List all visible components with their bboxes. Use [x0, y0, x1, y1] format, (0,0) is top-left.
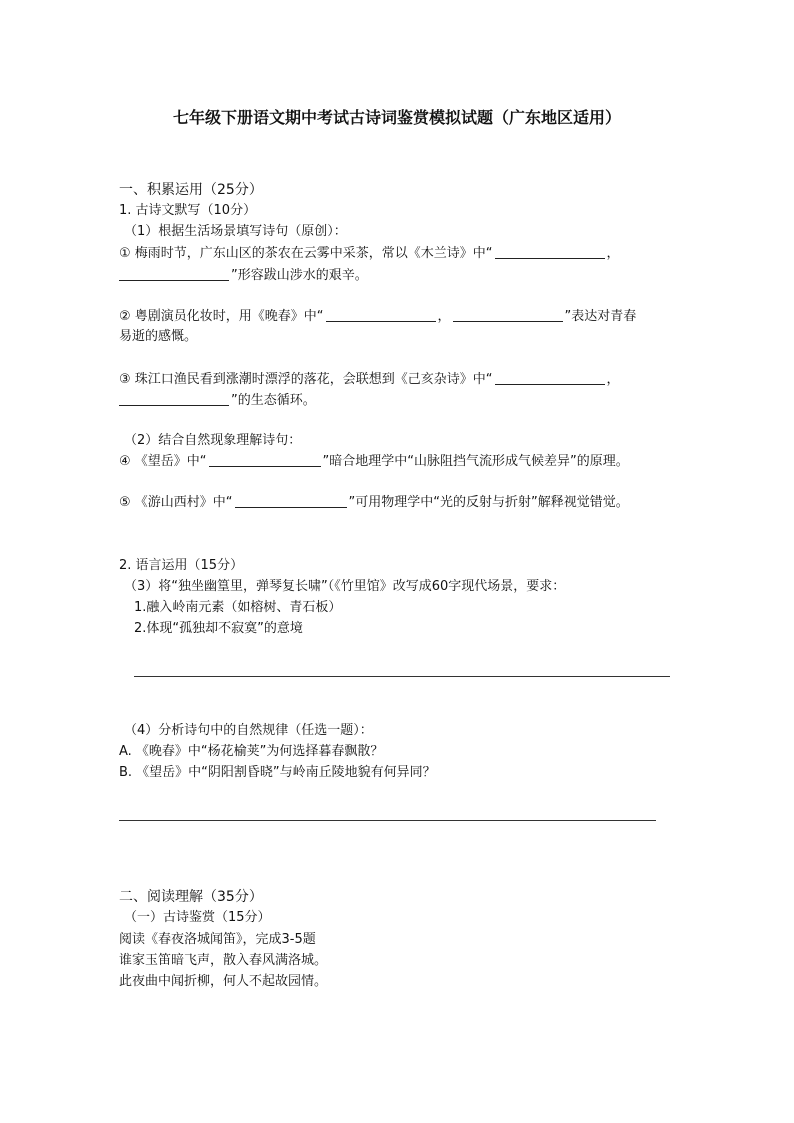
item-5-text-b: ”可用物理学中“光的反射与折射”解释视觉错觉。 [348, 495, 629, 510]
poem-line-1: 谁家玉笛暗飞声，散入春风满洛城。 [119, 953, 328, 968]
answer-blank[interactable] [209, 452, 321, 467]
part-4-prompt: （4）分析诗句中的自然规律（任选一题）： [124, 723, 373, 738]
item-1-text-b: ”形容跋山涉水的艰辛。 [231, 268, 368, 283]
answer-blank[interactable] [119, 266, 229, 281]
part-2-heading: （2）结合自然现象理解诗句： [124, 433, 302, 448]
item-4-text-b: ”暗合地理学中“山脉阻挡气流形成气候差异”的原理。 [322, 454, 629, 469]
question-1-heading: 1. 古诗文默写（10分） [119, 203, 257, 218]
item-3-line-1 [119, 370, 620, 390]
item-1-line-2 [119, 266, 368, 286]
answer-line[interactable] [134, 676, 670, 677]
item-2-text-b: ”表达对青春 [564, 309, 637, 324]
option-b: B. 《望岳》中“阴阳割昏晓”与岭南丘陵地貌有何异同？ [119, 765, 436, 780]
item-3-text-b: ”的生态循环。 [231, 393, 316, 408]
item-2-text-a: ② 粤剧演员化妆时，用《晚春》中“ [119, 309, 324, 324]
item-4 [119, 452, 629, 472]
answer-blank[interactable] [453, 307, 563, 322]
item-5-text-a: ⑤ 《游山西村》中“ [119, 495, 233, 510]
item-1-text-a: ① 梅雨时节，广东山区的茶农在云雾中采茶，常以《木兰诗》中“ [119, 246, 493, 261]
answer-blank[interactable] [235, 493, 347, 508]
item-2-line-1 [119, 307, 636, 327]
item-5 [119, 493, 629, 513]
answer-blank[interactable] [326, 307, 436, 322]
question-2-heading: 2. 语言运用（15分） [119, 558, 244, 573]
item-1-separator: ， [606, 246, 620, 261]
subsection-1-heading: （一）古诗鉴赏（15分） [124, 910, 271, 925]
item-3-text-a: ③ 珠江口渔民看到涨潮时漂浮的落花，会联想到《己亥杂诗》中“ [119, 372, 493, 387]
answer-blank[interactable] [495, 244, 605, 259]
reading-instruction: 阅读《春夜洛城闻笛》，完成3-5题 [119, 932, 316, 947]
item-2-line-2: 易逝的感慨。 [119, 329, 198, 344]
item-4-text-a: ④ 《望岳》中“ [119, 454, 207, 469]
answer-blank[interactable] [119, 391, 229, 406]
answer-blank[interactable] [495, 370, 605, 385]
answer-line[interactable] [119, 820, 656, 821]
section-1-heading: 一、积累运用（25分） [119, 182, 263, 198]
item-3-line-2 [119, 391, 316, 411]
item-2-separator: ， [437, 309, 451, 324]
part-3-prompt: （3）将“独坐幽篁里，弹琴复长啸”（《竹里馆》改写成60字现代场景，要求： [124, 579, 566, 594]
page-title: 七年级下册语文期中考试古诗词鉴赏模拟试题（广东地区适用） [172, 108, 621, 127]
requirement-2: 2.体现“孤独却不寂寞”的意境 [134, 621, 303, 636]
part-1-heading: （1）根据生活场景填写诗句（原创）： [124, 224, 347, 239]
item-1-line-1 [119, 244, 620, 264]
item-3-separator: ， [606, 372, 620, 387]
poem-line-2: 此夜曲中闻折柳，何人不起故园情。 [119, 974, 328, 989]
section-2-heading: 二、阅读理解（35分） [119, 889, 263, 905]
requirement-1: 1.融入岭南元素（如榕树、青石板） [134, 600, 342, 615]
option-a: A. 《晚春》中“杨花榆荚”为何选择暮春飘散？ [119, 744, 384, 759]
